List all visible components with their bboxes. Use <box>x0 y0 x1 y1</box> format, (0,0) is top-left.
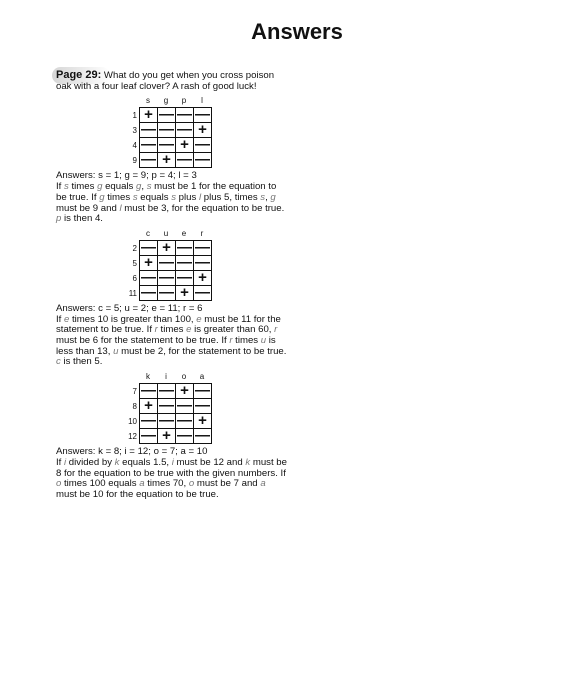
grid-cell-minus: — <box>141 238 156 256</box>
variable-name: g <box>136 181 142 193</box>
grid-cell-minus: — <box>177 253 192 271</box>
grid-cell-plus: + <box>194 123 211 138</box>
grid-cell-minus: — <box>159 397 174 415</box>
grid-cell-minus: — <box>195 136 210 154</box>
explanation-paragraph <box>56 315 288 369</box>
grid-row-header: 2 <box>132 243 137 253</box>
explanation-text: , <box>265 191 271 203</box>
variable-name: s <box>64 181 69 193</box>
explanation-text: must be 8 for the equation to be true with the given numbers. If <box>56 456 287 479</box>
variable-name: u <box>113 345 119 357</box>
variable-name: u <box>260 335 267 347</box>
variable-name: l <box>119 202 122 214</box>
explanation-text: times 10 is greater than 100, <box>69 313 197 325</box>
explanation-text: If <box>56 313 64 325</box>
variable-name: r <box>274 324 278 336</box>
grid-column-header: k <box>146 372 150 382</box>
variable-name: i <box>171 456 174 468</box>
variable-name: k <box>114 456 120 468</box>
explanation-text: must be 9 and <box>56 202 120 214</box>
explanation-text: is less than 13, <box>56 335 276 357</box>
explanation-text: must be 11 for the statement to be true. If <box>56 313 281 336</box>
grid-cell-minus: — <box>195 106 210 124</box>
grid-cell-plus: + <box>140 399 158 414</box>
grid-column-header: e <box>181 228 187 238</box>
explanation-text: times <box>68 181 98 193</box>
explanation-text: If <box>56 181 64 193</box>
grid-cell-minus: — <box>195 151 210 169</box>
grid-column-header: g <box>163 96 169 106</box>
variable-name: c <box>56 356 61 368</box>
grid-cell-minus: — <box>141 412 156 430</box>
puzzle-block <box>56 372 288 501</box>
explanation-text: times 70, <box>144 478 189 490</box>
grid-row <box>128 283 211 301</box>
grid-cell-minus: — <box>141 121 156 139</box>
grid-cell-minus: — <box>177 106 192 124</box>
grid-cell-plus: + <box>158 241 176 256</box>
grid-row-header: 9 <box>132 156 137 166</box>
grid-cell-minus: — <box>141 151 156 169</box>
grid-cell-minus: — <box>141 136 156 154</box>
variable-name: g <box>97 181 103 193</box>
grid-cell-minus: — <box>141 268 156 286</box>
grid-column-header: a <box>199 372 205 382</box>
explanation-text: times <box>157 324 187 336</box>
grid-column-header: i <box>165 372 167 382</box>
grid-cell-minus: — <box>141 283 156 301</box>
variable-name: a <box>260 478 266 490</box>
page-title: Answers <box>251 19 343 44</box>
variable-name: e <box>64 313 70 325</box>
grid-cell-plus: + <box>158 429 176 443</box>
explanation-text: equals <box>102 181 137 193</box>
grid-cell-minus: — <box>177 151 192 169</box>
grid-row <box>128 427 211 445</box>
grid-cell-plus: + <box>158 153 176 167</box>
grid-cell-plus: + <box>140 256 158 271</box>
logic-grid <box>128 372 229 445</box>
variable-name: l <box>198 191 202 203</box>
explanation-text: , <box>141 181 147 193</box>
grid-cell-minus: — <box>195 238 210 256</box>
grid-cell-minus: — <box>141 427 156 445</box>
grid-row-header: 4 <box>132 141 137 151</box>
variable-name: k <box>245 456 251 468</box>
grid-cell-minus: — <box>195 382 210 400</box>
explanation-text: is then 5. <box>60 356 103 368</box>
grid-body <box>132 106 212 169</box>
grid-cell-minus: — <box>177 427 192 445</box>
explanation-text: is then 4. <box>61 213 103 225</box>
explanation-text: must be 10 for the equation to be true. <box>56 488 219 500</box>
grid-cell-minus: — <box>159 136 174 154</box>
grid-row-header: 1 <box>132 111 137 121</box>
answer-section <box>56 70 288 501</box>
grid-cell-minus: — <box>159 106 174 124</box>
grid-row-header: 10 <box>128 417 137 427</box>
variable-name: a <box>139 478 145 490</box>
variable-name: e <box>186 324 192 336</box>
explanation-text: plus <box>176 191 199 203</box>
grid-cell-minus: — <box>159 283 174 301</box>
explanation-text: times <box>104 191 133 203</box>
riddle-text: What do you get when you cross poison oak with a four leaf clover? A rash of good luck! <box>56 70 275 92</box>
explanation-text: If <box>56 456 64 468</box>
grid-column-header: l <box>201 96 203 106</box>
grid-body <box>128 238 212 301</box>
grid-row-header: 6 <box>132 273 137 283</box>
grid-cell-minus: — <box>159 268 174 286</box>
explanation-text: times <box>232 335 261 347</box>
explanation-paragraph <box>56 458 288 501</box>
grid-row-header: 8 <box>132 402 137 412</box>
variable-name: s <box>132 191 138 203</box>
explanation-text: equals 1.5, <box>119 456 172 468</box>
explanation-text: must be 1 for the equation to be true. If <box>56 181 277 203</box>
explanation-text: must be 2, for the statement to be true. <box>118 345 287 357</box>
grid-cell-minus: — <box>141 382 156 400</box>
grid-column-header: c <box>146 228 150 238</box>
grid-column-header: s <box>146 96 150 106</box>
grid-cell-minus: — <box>177 397 192 415</box>
grid-cell-minus: — <box>159 412 174 430</box>
variable-name: g <box>99 191 105 203</box>
variable-name: s <box>260 191 266 203</box>
grid-cell-minus: — <box>159 382 174 400</box>
grid-cell-plus: + <box>176 384 194 399</box>
explanation-text: divided by <box>66 456 115 468</box>
explanation-text: must be 3, for the equation to be true. <box>121 202 285 214</box>
grid-row-header: 5 <box>132 258 137 268</box>
grid-body <box>128 382 212 445</box>
variable-name: s <box>171 191 177 203</box>
grid-cell-minus: — <box>159 121 174 139</box>
grid-cell-plus: + <box>176 286 194 300</box>
grid-row-header: 7 <box>132 387 137 397</box>
explanation-paragraph <box>56 182 288 225</box>
grid-row-header: 12 <box>128 432 137 442</box>
variable-name: s <box>146 181 152 193</box>
explanation-text: must be 12 and <box>173 456 246 468</box>
answers-line: Answers: s = 1; g = 9; p = 4; l = 3 <box>56 170 197 182</box>
answers-line: Answers: c = 5; u = 2; e = 11; r = 6 <box>56 302 203 314</box>
grid-column-header: r <box>200 228 204 238</box>
grid-column-header: p <box>181 96 187 106</box>
grid-cell-plus: + <box>194 271 211 286</box>
grid-row-header: 11 <box>128 288 137 298</box>
explanation-text: must be 6 for the statement to be true. If <box>56 335 230 347</box>
variable-name: o <box>188 478 195 490</box>
logic-grid <box>132 96 229 169</box>
variable-name: o <box>56 478 62 490</box>
grid-row <box>132 151 211 169</box>
grid-row-header: 3 <box>132 126 137 136</box>
variable-name: r <box>229 335 233 347</box>
page-label: Page 29: <box>56 69 102 81</box>
explanation-text: equals <box>137 191 172 203</box>
variable-name: g <box>270 191 276 203</box>
grid-cell-minus: — <box>177 121 192 139</box>
grid-cell-minus: — <box>195 427 210 445</box>
puzzle-list <box>56 96 288 500</box>
variable-name: r <box>154 324 158 336</box>
explanation-text: times 100 equals <box>61 478 140 490</box>
variable-name: i <box>64 456 67 468</box>
variable-name: e <box>196 313 202 325</box>
grid-cell-plus: + <box>176 138 194 153</box>
grid-column-header: o <box>181 372 187 382</box>
puzzle-block <box>56 96 288 225</box>
intro-paragraph <box>56 70 288 92</box>
grid-cell-minus: — <box>195 253 210 271</box>
grid-cell-minus: — <box>177 412 192 430</box>
puzzle-block <box>56 229 288 368</box>
grid-cell-plus: + <box>140 108 158 123</box>
answers-line: Answers: k = 8; i = 12; o = 7; a = 10 <box>56 446 208 458</box>
explanation-text: is greater than 60, <box>191 324 275 336</box>
grid-cell-minus: — <box>177 268 192 286</box>
variable-name: p <box>56 213 62 225</box>
grid-cell-minus: — <box>177 238 192 256</box>
grid-cell-minus: — <box>195 283 210 301</box>
grid-cell-minus: — <box>195 397 210 415</box>
grid-cell-plus: + <box>194 414 211 429</box>
grid-column-header: u <box>163 228 169 238</box>
explanation-text: must be 7 and <box>194 478 261 490</box>
grid-cell-minus: — <box>159 253 174 271</box>
explanation-text: plus 5, times <box>201 191 261 203</box>
logic-grid <box>128 228 229 301</box>
